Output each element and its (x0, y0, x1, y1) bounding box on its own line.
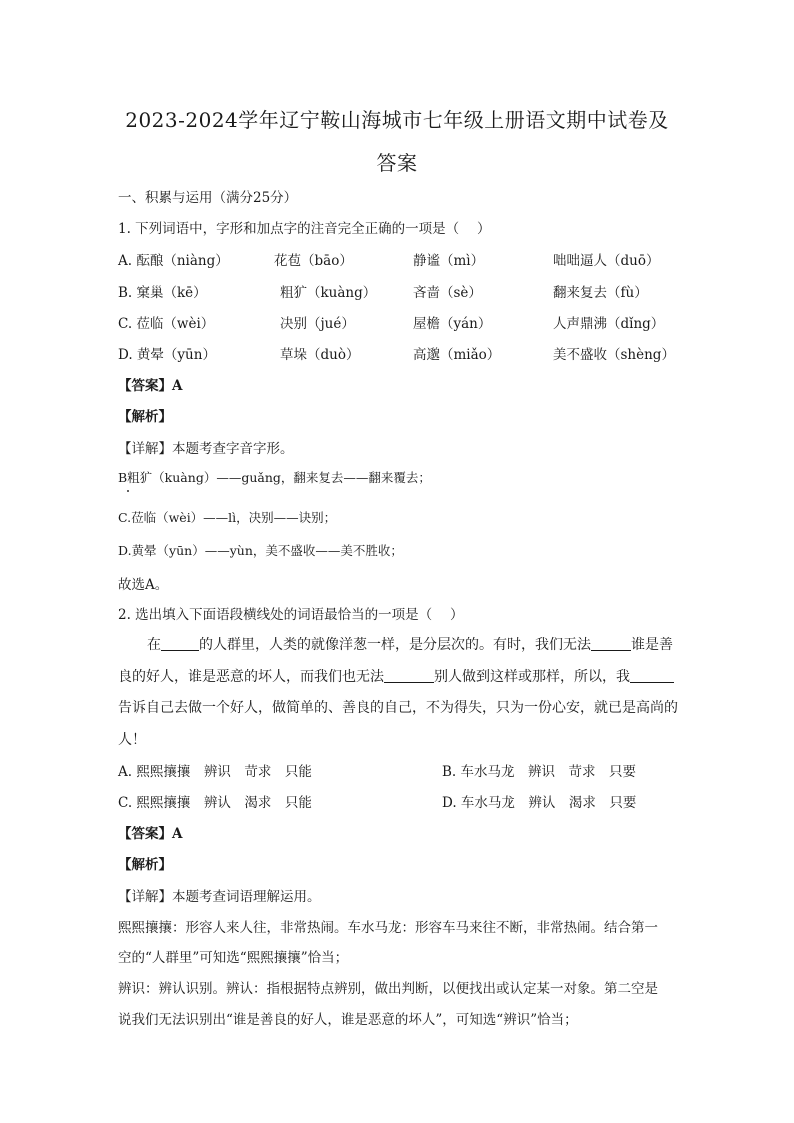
q2-detail-line-2: 空的“人群里”可知选“熙熙攘攘”恰当； (118, 950, 349, 966)
q2-passage-line4: 人！ (118, 732, 146, 748)
q2-blank-4 (630, 668, 674, 683)
q1-option-c-2: 决别（jué） (280, 316, 355, 332)
q2-passage-text: 良的好人，谁是恶意的坏人，而我们也无法 (118, 669, 384, 685)
q2-analysis-label: 【解析】 (118, 857, 172, 873)
q1-analysis-label: 【解析】 (118, 409, 172, 425)
q2-passage-text: 的人群里，人类的就像洋葱一样，是分层次的。有时，我们无法 (199, 637, 591, 653)
q1-option-d-3: 高邈（miǎo） (413, 347, 501, 363)
stray-dot (127, 490, 129, 492)
q1-option-a-2: 花苞（bāo） (274, 253, 353, 269)
q2-blank-3 (384, 668, 434, 683)
q1-option-d-2: 草垛（duò） (280, 347, 360, 363)
q1-conclusion: 故选A。 (118, 577, 169, 593)
q1-option-a-4: 咄咄逼人（duō） (553, 253, 660, 269)
q1-option-b-3: 吝啬（sè） (413, 285, 482, 301)
q1-detail-line-d: D.黄晕（yūn）——yùn，美不盛收——美不胜收； (118, 543, 403, 558)
q2-answer: 【答案】A (118, 826, 183, 842)
q1-answer: 【答案】A (118, 378, 183, 394)
q2-passage-line3: 告诉自己去做一个好人，做简单的、善良的自己，不为得失，只为一份心安，就已是高尚的 (118, 700, 678, 716)
q1-option-b-2: 粗犷（kuàng） (280, 285, 377, 301)
q1-detail-line-c: C.莅临（wèi）——lì，决别——诀别； (118, 510, 337, 525)
q1-option-c-1: C. 莅临（wèi） (118, 316, 215, 332)
q1-option-c-4: 人声鼎沸（dǐng） (553, 316, 665, 332)
q2-option-d: D. 车水马龙 辨认 渴求 只要 (442, 795, 637, 811)
q1-detail: 【详解】本题考查字音字形。 (118, 441, 294, 457)
q2-passage-line2 (118, 666, 678, 686)
q2-passage-text: 在 (147, 637, 161, 653)
q2-blank-1 (161, 636, 199, 651)
q1-option-b-1: B. 窠巢（kē） (118, 285, 207, 301)
q2-detail: 【详解】本题考查词语理解运用。 (118, 889, 321, 905)
q2-option-a: A. 熙熙攘攘 辨识 苛求 只能 (118, 764, 312, 780)
q1-option-a-3: 静谧（mì） (413, 253, 485, 269)
question-1-stem: 1. 下列词语中，字形和加点字的注音完全正确的一项是（ ） (118, 221, 491, 237)
q2-option-b: B. 车水马龙 辨识 苛求 只要 (442, 764, 637, 780)
q2-option-c: C. 熙熙攘攘 辨认 渴求 只能 (118, 795, 312, 811)
q1-option-a-1: A. 酝酿（niàng） (118, 253, 229, 269)
q1-option-d-4: 美不盛收（shèng） (553, 347, 675, 363)
q1-option-d-1: D. 黄晕（yūn） (118, 347, 216, 363)
q2-passage-text: 谁是善 (631, 637, 673, 653)
question-2-stem: 2. 选出填入下面语段横线处的词语最恰当的一项是（ ） (118, 607, 464, 623)
q2-detail-line-3: 辨识：辨认识别。辨认：指根据特点辨别，做出判断，以便找出或认定某一对象。第二空是 (118, 981, 658, 997)
q1-option-b-4: 翻来复去（fù） (553, 285, 648, 301)
q2-passage-line1 (147, 634, 707, 654)
q2-detail-line-4: 说我们无法识别出“谁是善良的好人，谁是恶意的坏人”，可知选“辨识”恰当； (118, 1012, 578, 1028)
q2-blank-2 (591, 636, 631, 651)
q1-option-c-3: 屋檐（yán） (413, 316, 492, 332)
document-title-line2: 答案 (376, 151, 418, 175)
q2-passage-text: 别人做到这样或那样，所以，我 (434, 669, 630, 685)
section-heading: 一、积累与运用（满分25分） (118, 190, 298, 206)
document-title-line1: 2023-2024学年辽宁鞍山海城市七年级上册语文期中试卷及 (125, 108, 669, 132)
q2-detail-line-1: 熙熙攘攘：形容人来人往，非常热闹。车水马龙：形容车马来往不断，非常热闹。结合第一 (118, 920, 658, 936)
q1-detail-line-b: B粗犷（kuàng）——guǎng，翻来复去——翻来覆去； (118, 470, 431, 485)
